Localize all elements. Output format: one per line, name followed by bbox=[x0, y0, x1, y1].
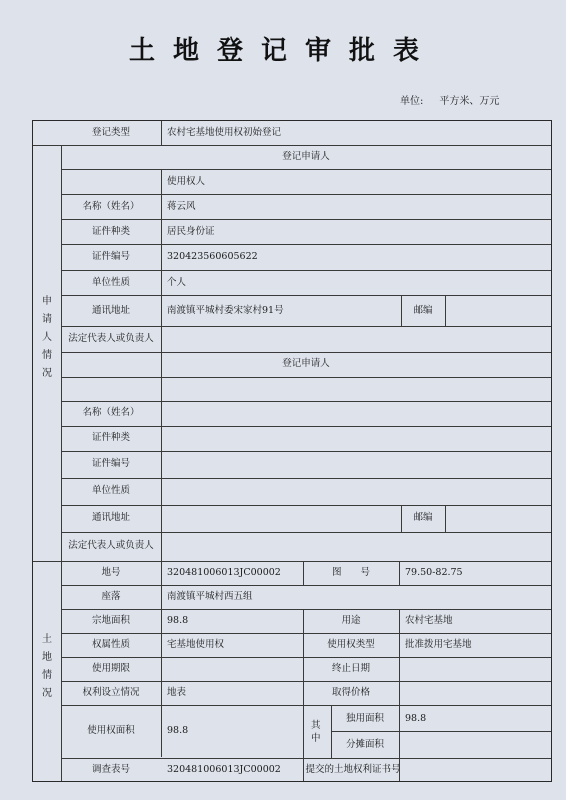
shared-area-label: 分摊面积 bbox=[345, 739, 384, 750]
applicant2-nature-label: 单位性质 bbox=[91, 485, 130, 496]
unit-label: 单位: bbox=[400, 96, 424, 107]
cert-no-label: 提交的土地权利证书号 bbox=[305, 764, 401, 775]
applicant2-idno-label: 证件编号 bbox=[91, 458, 130, 469]
right-nature-label: 权属性质 bbox=[91, 639, 130, 650]
applicant1-addr-label: 通讯地址 bbox=[91, 305, 130, 316]
reg-type-label: 登记类型 bbox=[91, 127, 130, 138]
parcel-label: 地号 bbox=[101, 567, 121, 578]
applicant1-legal-label: 法定代表人或负责人 bbox=[68, 333, 154, 344]
right-type-value: 批准拨用宅基地 bbox=[405, 639, 472, 650]
applicant1-nature-value: 个人 bbox=[167, 277, 187, 288]
applicant2-zip-label: 邮编 bbox=[413, 512, 433, 523]
survey-no-value: 320481006013JC00002 bbox=[167, 764, 281, 775]
acquire-price-label: 取得价格 bbox=[331, 687, 370, 698]
parcel-value: 320481006013JC00002 bbox=[167, 567, 281, 578]
applicant1-role: 使用权人 bbox=[167, 176, 206, 187]
right-setup-value: 地表 bbox=[167, 687, 187, 698]
applicant1-nature-label: 单位性质 bbox=[91, 277, 130, 288]
applicant2-addr-label: 通讯地址 bbox=[91, 512, 130, 523]
applicant1-addr-value: 南渡镇平城村委宋家村91号 bbox=[167, 305, 284, 316]
map-value: 79.50-82.75 bbox=[405, 567, 463, 578]
applicant2-idtype-label: 证件种类 bbox=[91, 432, 130, 443]
end-date-label: 终止日期 bbox=[331, 663, 370, 674]
use-area-value: 98.8 bbox=[167, 725, 189, 736]
survey-no-label: 调查表号 bbox=[91, 764, 130, 775]
right-setup-label: 权利设立情况 bbox=[82, 687, 140, 698]
applicant1-idno-label: 证件编号 bbox=[91, 251, 130, 262]
unit-note bbox=[400, 92, 499, 107]
applicant1-idtype-label: 证件种类 bbox=[91, 226, 130, 237]
applicant1-idtype-value: 居民身份证 bbox=[167, 226, 215, 237]
applicant1-header: 登记申请人 bbox=[282, 151, 330, 162]
use-value: 农村宅基地 bbox=[405, 615, 453, 626]
right-type-label: 使用权类型 bbox=[327, 639, 375, 650]
unit-value: 平方米、万元 bbox=[439, 96, 500, 107]
applicant2-name-label: 名称（姓名） bbox=[82, 407, 140, 418]
applicant1-name-value: 蒋云风 bbox=[167, 201, 196, 212]
map-label: 图 号 bbox=[331, 567, 370, 578]
applicant2-legal-label: 法定代表人或负责人 bbox=[68, 540, 154, 551]
right-nature-value: 宅基地使用权 bbox=[167, 639, 225, 650]
applicant1-idno-value: 320423560605622 bbox=[167, 251, 258, 262]
land-section-label: 土地情况 bbox=[42, 634, 52, 699]
form-table bbox=[32, 120, 552, 782]
sole-area-value: 98.8 bbox=[405, 713, 427, 724]
parcel-area-value: 98.8 bbox=[167, 615, 189, 626]
among-label: 其中 bbox=[311, 720, 321, 744]
use-label: 用途 bbox=[341, 615, 361, 626]
use-period-label: 使用期限 bbox=[91, 663, 130, 674]
location-value: 南渡镇平城村西五组 bbox=[167, 591, 253, 602]
applicant1-name-label: 名称（姓名） bbox=[82, 201, 140, 212]
form-title: 土地登记审批表 bbox=[128, 36, 437, 66]
applicant1-zip-label: 邮编 bbox=[413, 305, 433, 316]
use-area-label: 使用权面积 bbox=[87, 725, 135, 736]
reg-type-value: 农村宅基地使用权初始登记 bbox=[167, 127, 282, 138]
sole-area-label: 独用面积 bbox=[345, 713, 384, 724]
parcel-area-label: 宗地面积 bbox=[91, 615, 130, 626]
location-label: 座落 bbox=[101, 591, 121, 602]
applicant-section-label: 申请人情况 bbox=[42, 296, 52, 379]
applicant2-header: 登记申请人 bbox=[282, 358, 330, 369]
